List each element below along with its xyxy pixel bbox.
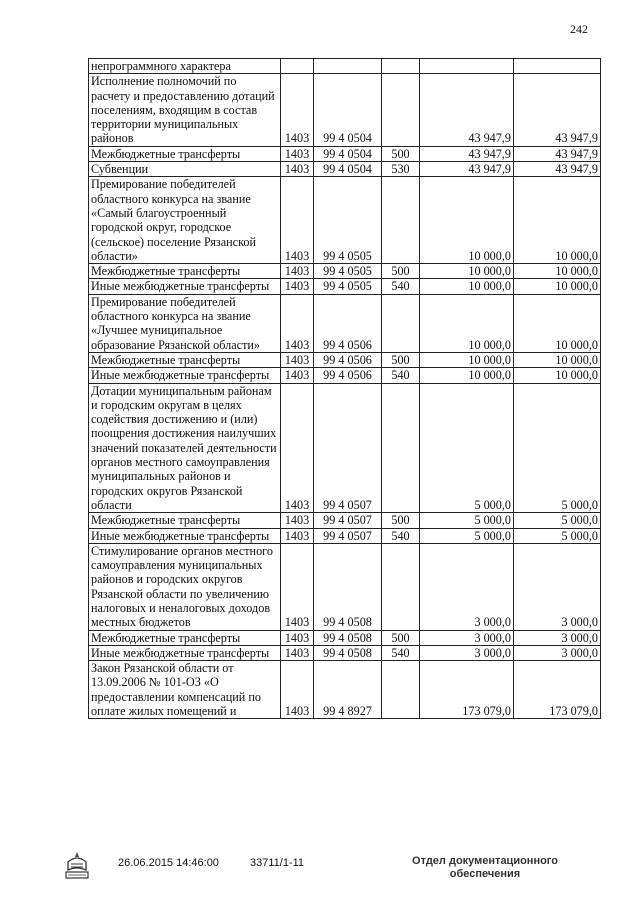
table-row bbox=[89, 513, 601, 528]
row-name-cell: Иные межбюджетные трансферты bbox=[89, 279, 281, 294]
row-expense-type-cell bbox=[382, 543, 420, 630]
table-row bbox=[89, 74, 601, 146]
row-expense-type-cell: 530 bbox=[382, 162, 420, 177]
row-expense-type-cell: 500 bbox=[382, 630, 420, 645]
row-name-cell: Премирование победителей областного конкурса на звание «Самый благоустроенный городской округ, городское (сельское) поселение Рязанской области» bbox=[89, 177, 281, 264]
row-expense-type-cell: 500 bbox=[382, 352, 420, 367]
row-section-cell: 1403 bbox=[281, 264, 314, 279]
table-row bbox=[89, 543, 601, 630]
row-target-cell: 99 4 0505 bbox=[314, 279, 382, 294]
row-name-cell: Исполнение полномочий по расчету и предоставлению дотаций поселениям, входящим в состав территории муниципальных районов bbox=[89, 74, 281, 146]
row-sum-2017-cell: 10 000,0 bbox=[514, 294, 601, 352]
row-name-cell: Иные межбюджетные трансферты bbox=[89, 368, 281, 383]
row-expense-type-cell bbox=[382, 294, 420, 352]
row-name-cell: Стимулирование органов местного самоуправления муниципальных районов и городских округов Рязанской области по увеличению налоговых и неналоговых доходов местных бюджетов bbox=[89, 543, 281, 630]
row-target-cell: 99 4 0504 bbox=[314, 162, 382, 177]
row-sum-2017-cell: 5 000,0 bbox=[514, 383, 601, 513]
row-target-cell: 99 4 0506 bbox=[314, 368, 382, 383]
row-sum-2016-cell: 10 000,0 bbox=[420, 368, 514, 383]
row-sum-2016-cell: 10 000,0 bbox=[420, 264, 514, 279]
row-target-cell: 99 4 0507 bbox=[314, 528, 382, 543]
row-target-cell: 99 4 0508 bbox=[314, 543, 382, 630]
table-row bbox=[89, 162, 601, 177]
row-sum-2016-cell: 10 000,0 bbox=[420, 279, 514, 294]
row-sum-2016-cell: 3 000,0 bbox=[420, 630, 514, 645]
row-section-cell bbox=[281, 59, 314, 74]
row-target-cell: 99 4 0507 bbox=[314, 513, 382, 528]
row-expense-type-cell bbox=[382, 74, 420, 146]
row-sum-2017-cell: 43 947,9 bbox=[514, 146, 601, 161]
row-sum-2017-cell: 10 000,0 bbox=[514, 368, 601, 383]
row-target-cell: 99 4 0504 bbox=[314, 146, 382, 161]
row-expense-type-cell: 540 bbox=[382, 645, 420, 660]
table-row bbox=[89, 294, 601, 352]
row-section-cell: 1403 bbox=[281, 368, 314, 383]
row-name-cell: Закон Рязанской области от 13.09.2006 № 101-ОЗ «О предоставлении компенсаций по оплате жилых помещений и bbox=[89, 661, 281, 719]
row-name-cell: Дотации муниципальным районам и городским округам в целях содействия достижению и (или) поощрения достижения наилучших значений показателей деятельности органов местного самоуправления муниципальных районов и городских округов Рязанской области bbox=[89, 383, 281, 513]
row-sum-2017-cell: 5 000,0 bbox=[514, 528, 601, 543]
row-name-cell: Межбюджетные трансферты bbox=[89, 352, 281, 367]
row-section-cell: 1403 bbox=[281, 162, 314, 177]
footer-datetime: 26.06.2015 14:46:00 bbox=[118, 857, 219, 869]
row-target-cell: 99 4 0506 bbox=[314, 294, 382, 352]
row-name-cell: Иные межбюджетные трансферты bbox=[89, 645, 281, 660]
table-row bbox=[89, 177, 601, 264]
row-sum-2017-cell: 43 947,9 bbox=[514, 162, 601, 177]
row-sum-2016-cell: 173 079,0 bbox=[420, 661, 514, 719]
row-name-cell: Иные межбюджетные трансферты bbox=[89, 528, 281, 543]
row-expense-type-cell bbox=[382, 383, 420, 513]
table-row bbox=[89, 279, 601, 294]
row-name-cell: Субвенции bbox=[89, 162, 281, 177]
row-expense-type-cell: 500 bbox=[382, 146, 420, 161]
row-sum-2016-cell: 10 000,0 bbox=[420, 352, 514, 367]
row-target-cell: 99 4 0506 bbox=[314, 352, 382, 367]
table-row bbox=[89, 264, 601, 279]
row-section-cell: 1403 bbox=[281, 352, 314, 367]
row-target-cell: 99 4 0508 bbox=[314, 645, 382, 660]
row-section-cell: 1403 bbox=[281, 645, 314, 660]
department-line-1: Отдел документационного bbox=[412, 855, 558, 867]
row-name-cell: непрограммного характера bbox=[89, 59, 281, 74]
row-expense-type-cell bbox=[382, 177, 420, 264]
row-sum-2016-cell: 5 000,0 bbox=[420, 528, 514, 543]
row-sum-2016-cell bbox=[420, 59, 514, 74]
row-sum-2017-cell bbox=[514, 59, 601, 74]
row-target-cell: 99 4 0505 bbox=[314, 264, 382, 279]
table-row bbox=[89, 352, 601, 367]
row-section-cell: 1403 bbox=[281, 383, 314, 513]
row-section-cell: 1403 bbox=[281, 177, 314, 264]
row-name-cell: Межбюджетные трансферты bbox=[89, 146, 281, 161]
table-row bbox=[89, 528, 601, 543]
row-name-cell: Межбюджетные трансферты bbox=[89, 264, 281, 279]
row-sum-2016-cell: 3 000,0 bbox=[420, 645, 514, 660]
table-row bbox=[89, 59, 601, 74]
row-section-cell: 1403 bbox=[281, 630, 314, 645]
row-sum-2017-cell: 5 000,0 bbox=[514, 513, 601, 528]
table-row bbox=[89, 630, 601, 645]
row-expense-type-cell: 500 bbox=[382, 264, 420, 279]
row-expense-type-cell: 540 bbox=[382, 528, 420, 543]
row-sum-2016-cell: 10 000,0 bbox=[420, 294, 514, 352]
row-sum-2016-cell: 43 947,9 bbox=[420, 146, 514, 161]
row-sum-2016-cell: 43 947,9 bbox=[420, 162, 514, 177]
row-expense-type-cell: 540 bbox=[382, 279, 420, 294]
row-expense-type-cell bbox=[382, 661, 420, 719]
row-sum-2017-cell: 10 000,0 bbox=[514, 264, 601, 279]
row-section-cell: 1403 bbox=[281, 543, 314, 630]
row-sum-2016-cell: 5 000,0 bbox=[420, 513, 514, 528]
row-target-cell bbox=[314, 59, 382, 74]
row-target-cell: 99 4 0505 bbox=[314, 177, 382, 264]
row-expense-type-cell: 540 bbox=[382, 368, 420, 383]
table-row bbox=[89, 368, 601, 383]
department-line-2: обеспечения bbox=[449, 868, 521, 880]
table-row bbox=[89, 645, 601, 660]
row-name-cell: Межбюджетные трансферты bbox=[89, 513, 281, 528]
row-sum-2017-cell: 3 000,0 bbox=[514, 630, 601, 645]
row-sum-2017-cell: 10 000,0 bbox=[514, 279, 601, 294]
row-sum-2016-cell: 3 000,0 bbox=[420, 543, 514, 630]
table-row bbox=[89, 146, 601, 161]
footer-doc-number: 33711/1-11 bbox=[250, 857, 305, 869]
row-name-cell: Межбюджетные трансферты bbox=[89, 630, 281, 645]
row-section-cell: 1403 bbox=[281, 74, 314, 146]
row-section-cell: 1403 bbox=[281, 528, 314, 543]
row-sum-2016-cell: 5 000,0 bbox=[420, 383, 514, 513]
row-sum-2017-cell: 3 000,0 bbox=[514, 543, 601, 630]
row-section-cell: 1403 bbox=[281, 513, 314, 528]
page-number: 242 bbox=[570, 22, 588, 36]
row-target-cell: 99 4 8927 bbox=[314, 661, 382, 719]
row-expense-type-cell bbox=[382, 59, 420, 74]
row-sum-2017-cell: 3 000,0 bbox=[514, 645, 601, 660]
row-section-cell: 1403 bbox=[281, 146, 314, 161]
table-row bbox=[89, 661, 601, 719]
row-sum-2017-cell: 10 000,0 bbox=[514, 352, 601, 367]
table-row bbox=[89, 383, 601, 513]
row-target-cell: 99 4 0507 bbox=[314, 383, 382, 513]
row-target-cell: 99 4 0508 bbox=[314, 630, 382, 645]
row-expense-type-cell: 500 bbox=[382, 513, 420, 528]
budget-table bbox=[88, 58, 601, 719]
footer-department-stamp bbox=[410, 855, 560, 881]
row-target-cell: 99 4 0504 bbox=[314, 74, 382, 146]
row-sum-2016-cell: 43 947,9 bbox=[420, 74, 514, 146]
row-section-cell: 1403 bbox=[281, 661, 314, 719]
row-section-cell: 1403 bbox=[281, 294, 314, 352]
row-sum-2016-cell: 10 000,0 bbox=[420, 177, 514, 264]
emblem-icon bbox=[62, 850, 92, 882]
row-sum-2017-cell: 10 000,0 bbox=[514, 177, 601, 264]
row-sum-2017-cell: 43 947,9 bbox=[514, 74, 601, 146]
row-sum-2017-cell: 173 079,0 bbox=[514, 661, 601, 719]
row-section-cell: 1403 bbox=[281, 279, 314, 294]
row-name-cell: Премирование победителей областного конкурса на звание «Лучшее муниципальное образование Рязанской области» bbox=[89, 294, 281, 352]
